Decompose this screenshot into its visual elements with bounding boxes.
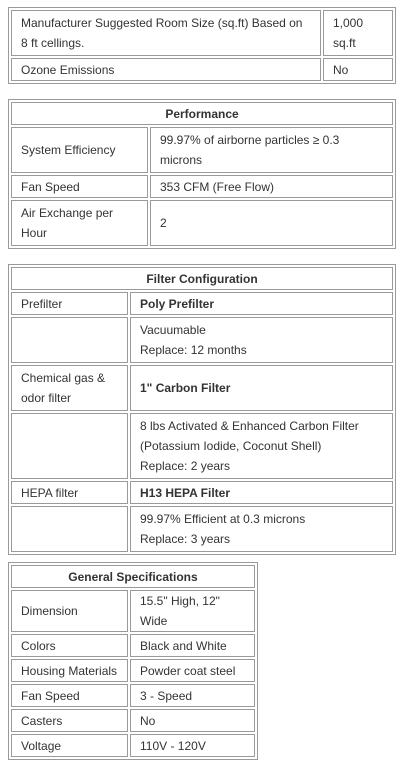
colors-label: Colors — [11, 634, 128, 657]
empty-cell — [11, 506, 128, 552]
table-row — [11, 481, 393, 504]
table-row — [11, 200, 393, 246]
general-specifications-table — [8, 562, 258, 760]
room-size-table — [8, 7, 396, 84]
air-exchange-label: Air Exchange per Hour — [11, 200, 148, 246]
housing-materials-value: Powder coat steel — [130, 659, 255, 682]
table-header-row — [11, 565, 255, 588]
table-row — [11, 506, 393, 552]
table-row — [11, 292, 393, 315]
hepa-details — [130, 506, 393, 552]
hepa-label: HEPA filter — [11, 481, 128, 504]
room-size-label: Manufacturer Suggested Room Size (sq.ft) Based on 8 ft cellings. — [11, 10, 321, 56]
prefilter-detail-line: Vacuumable — [140, 323, 206, 337]
table-row — [11, 365, 393, 411]
hepa-name: H13 HEPA Filter — [130, 481, 393, 504]
table-row — [11, 317, 393, 363]
system-efficiency-value: 99.97% of airborne particles ≥ 0.3 microns — [150, 127, 393, 173]
general-specs-title: General Specifications — [11, 565, 255, 588]
table-row — [11, 590, 255, 632]
filter-config-title: Filter Configuration — [11, 267, 393, 290]
ozone-value: No — [323, 58, 393, 81]
fan-speed-label: Fan Speed — [11, 175, 148, 198]
table-row — [11, 413, 393, 479]
empty-cell — [11, 317, 128, 363]
colors-value: Black and White — [130, 634, 255, 657]
table-header-row — [11, 267, 393, 290]
fan-speed-label: Fan Speed — [11, 684, 128, 707]
table-row — [11, 634, 255, 657]
dimension-value: 15.5" High, 12" Wide — [130, 590, 255, 632]
table-row — [11, 175, 393, 198]
prefilter-name: Poly Prefilter — [130, 292, 393, 315]
performance-table — [8, 99, 396, 249]
hepa-replace-line: Replace: 3 years — [140, 532, 231, 546]
performance-title: Performance — [11, 102, 393, 125]
carbon-replace-line: Replace: 2 years — [140, 459, 231, 473]
table-row — [11, 58, 393, 81]
carbon-detail-line: 8 lbs Activated & Enhanced Carbon Filter (Potassium Iodide, Coconut Shell) — [140, 419, 359, 453]
carbon-name: 1" Carbon Filter — [130, 365, 393, 411]
carbon-label: Chemical gas & odor filter — [11, 365, 128, 411]
fan-speed-value: 353 CFM (Free Flow) — [150, 175, 393, 198]
system-efficiency-label: System Efficiency — [11, 127, 148, 173]
filter-configuration-table — [8, 264, 396, 555]
prefilter-label: Prefilter — [11, 292, 128, 315]
housing-materials-label: Housing Materials — [11, 659, 128, 682]
dimension-label: Dimension — [11, 590, 128, 632]
ozone-label: Ozone Emissions — [11, 58, 321, 81]
casters-label: Casters — [11, 709, 128, 732]
fan-speed-value: 3 - Speed — [130, 684, 255, 707]
table-row — [11, 10, 393, 56]
air-exchange-value: 2 — [150, 200, 393, 246]
voltage-value: 110V - 120V — [130, 734, 255, 757]
table-row — [11, 127, 393, 173]
table-row — [11, 684, 255, 707]
room-size-value: 1,000 sq.ft — [323, 10, 393, 56]
carbon-details — [130, 413, 393, 479]
empty-cell — [11, 413, 128, 479]
voltage-label: Voltage — [11, 734, 128, 757]
hepa-detail-line: 99.97% Efficient at 0.3 microns — [140, 512, 306, 526]
prefilter-replace-line: Replace: 12 months — [140, 343, 247, 357]
casters-value: No — [130, 709, 255, 732]
prefilter-details — [130, 317, 393, 363]
table-row — [11, 709, 255, 732]
table-row — [11, 659, 255, 682]
table-header-row — [11, 102, 393, 125]
